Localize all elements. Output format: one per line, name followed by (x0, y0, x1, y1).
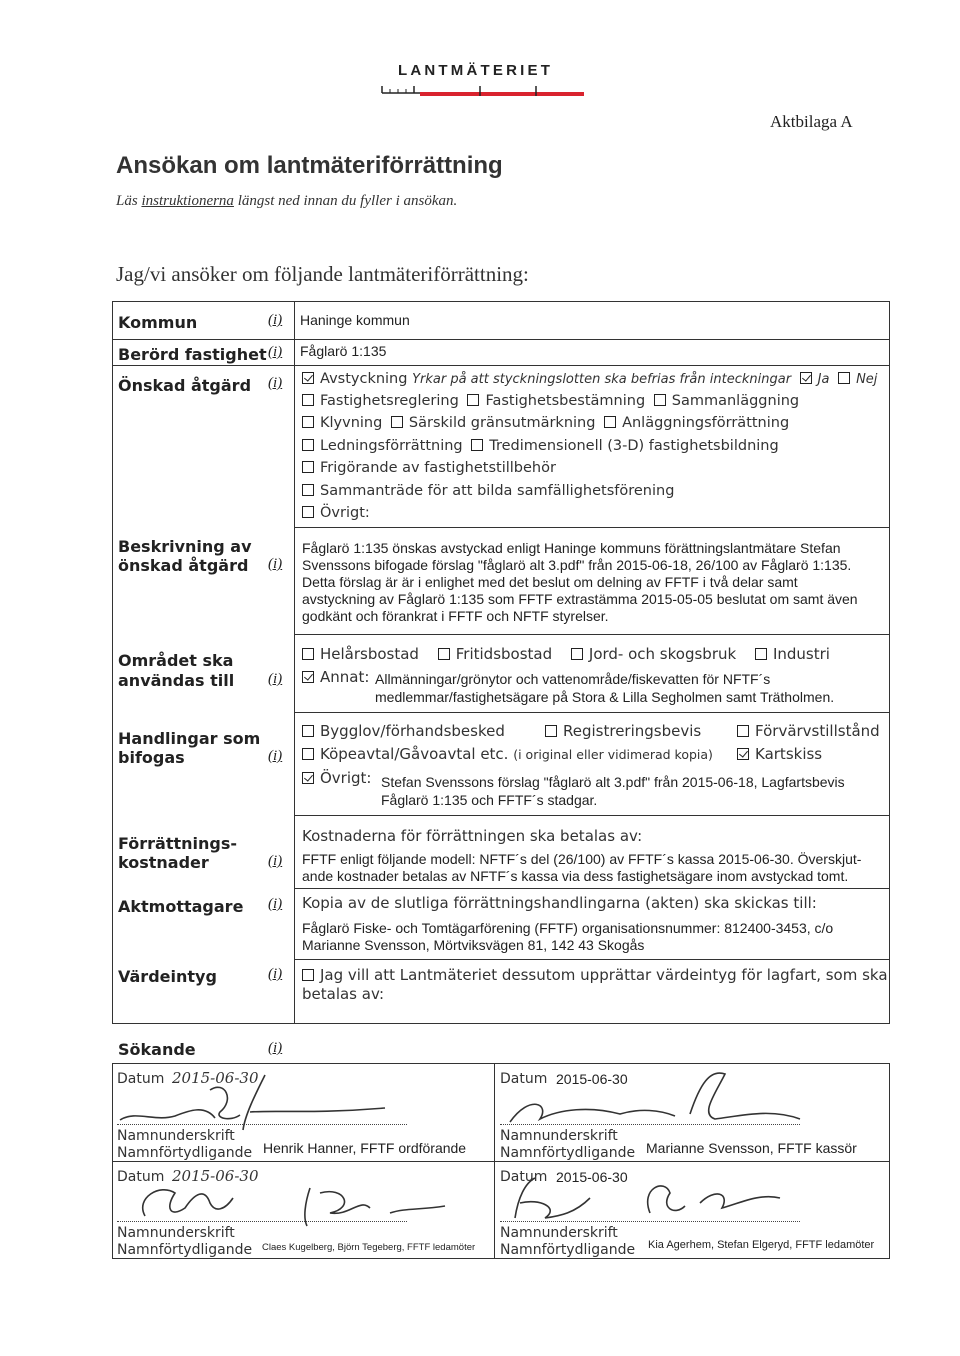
checkbox-industri[interactable] (755, 648, 767, 660)
handlingar-forvarv (737, 722, 880, 740)
sig3-namnunderskrift-label: Namnunderskrift (117, 1225, 235, 1241)
intro-text: Jag/vi ansöker om följande lantmäteriförrättning: (116, 262, 529, 286)
checkbox-sammantrade[interactable] (302, 484, 314, 496)
avstyckning-note: Yrkar på att styckningslotten ska befrias från inteckningar (412, 372, 792, 387)
checkbox-kartskiss[interactable] (737, 748, 749, 760)
option-label: Avstyckning (320, 371, 408, 387)
handlingar-ovrigt-value-1[interactable]: Stefan Svenssons förslag "fåglarö alt 3.pdf" från 2015-06-18, Lagfartsbevis (381, 774, 845, 790)
checkbox-sarskild[interactable] (391, 416, 403, 428)
option-label: Jord- och skogsbruk (588, 645, 737, 663)
checkbox-registrering[interactable] (545, 725, 557, 737)
handlingar-ovrigt-value-2[interactable]: Fåglarö 1:135 och FFTF´s stadgar. (381, 792, 598, 808)
kostnader-label-1: Förrättnings- (118, 834, 238, 853)
row-divider (294, 634, 890, 635)
sig4-namnunderskrift-label: Namnunderskrift (500, 1225, 618, 1241)
form-border-left (112, 301, 113, 1024)
signature-1-graphic[interactable] (115, 1070, 395, 1132)
option-label: Särskild gränsutmärkning (408, 415, 596, 431)
info-icon[interactable]: (i) (268, 853, 283, 869)
kostnader-value-1[interactable]: FFTF enligt följande modell: NFTF´s del (26/100) av FFTF´s kassa 2015-06-30. Överskjut- (302, 851, 862, 867)
row-divider (294, 959, 890, 960)
sig2-date[interactable]: 2015-06-30 (556, 1071, 628, 1087)
handlingar-registrering (545, 722, 701, 740)
instruction-post: längst ned innan du fyller i ansökan. (233, 193, 458, 209)
option-label: Fastighetsreglering (320, 393, 459, 409)
sig4-name[interactable]: Kia Agerhem, Stefan Elgeryd, FFTF ledamöter (648, 1239, 875, 1251)
atgard-row-4 (302, 438, 779, 454)
sig1-name[interactable]: Henrik Hanner, FFTF ordförande (263, 1140, 467, 1156)
vardeintyg-line-2: betalas av: (302, 985, 385, 1003)
checkbox-kopeavtal[interactable] (302, 748, 314, 760)
aktmottagare-value-1[interactable]: Fåglarö Fiske- och Tomtägarförening (FFTF) organisationsnummer: 812400-3453, c/o (302, 920, 834, 936)
option-label: Köpeavtal/Gåvoavtal etc. (320, 745, 509, 763)
option-label: Frigörande av fastighetstillbehör (320, 460, 556, 476)
checkbox-fastighetsbestamning[interactable] (467, 394, 479, 406)
beskrivning-label-2: önskad åtgärd (118, 556, 249, 575)
handlingar-kartskiss (737, 745, 822, 763)
form-border-bottom (112, 1023, 890, 1024)
form-border-top (112, 301, 890, 302)
info-icon[interactable]: (i) (268, 344, 283, 360)
text-line: Fåglarö 1:135 önskas avstyckad enligt Haninge kommuns förättningslantmätare Stefan (302, 540, 841, 556)
beskrivning-text[interactable] (302, 540, 886, 625)
nej-label: Nej (856, 372, 878, 387)
omradet-row-1 (302, 645, 830, 663)
fastighet-value[interactable]: Fåglarö 1:135 (300, 343, 387, 359)
signature-3-graphic[interactable] (115, 1168, 455, 1230)
atgard-row-3 (302, 415, 789, 431)
kostnader-heading: Kostnaderna för förrättningen ska betalas av: (302, 827, 643, 845)
checkbox-nej[interactable] (838, 372, 850, 384)
option-label: Bygglov/förhandsbesked (320, 722, 505, 740)
omradet-row-2 (302, 668, 369, 686)
sokande-label: Sökande (118, 1040, 196, 1059)
sig1-date[interactable]: 2015-06-30 (172, 1069, 259, 1087)
vardeintyg-row (302, 966, 888, 984)
beskrivning-label-1: Beskrivning av (118, 537, 252, 556)
option-label: Övrigt: (320, 769, 372, 787)
text-line: Svenssons bifogade förslag "fåglarö alt 3.pdf" från 2015-06-18, 26/100 av Fåglarö 1:135. (302, 557, 852, 573)
checkbox-handlingar-ovrigt[interactable] (302, 772, 314, 784)
option-label: Tredimensionell (3-D) fastighetsbildning (489, 438, 779, 454)
kostnader-label-2: kostnader (118, 853, 209, 872)
option-label: Övrigt: (320, 505, 370, 521)
page-title: Ansökan om lantmäteriförrättning (116, 152, 503, 179)
sig1-datum-label: Datum (117, 1071, 165, 1087)
option-label: Jag vill att Lantmäteriet dessutom upprättar värdeintyg för lagfart, som ska (320, 966, 888, 984)
text-line: godkänt och förankrat i FFTF och NFTF styrelser. (302, 608, 609, 624)
omradet-label-2: användas till (118, 671, 235, 690)
kopeavtal-note: (i original eller vidimerad kopia) (513, 747, 713, 762)
option-label: Sammanläggning (671, 393, 800, 409)
checkbox-bygglov[interactable] (302, 725, 314, 737)
checkbox-fritidsbostad[interactable] (438, 648, 450, 660)
row-divider (294, 712, 890, 713)
signature-4-graphic[interactable] (500, 1168, 820, 1230)
handlingar-row-3 (302, 769, 371, 787)
instruction-pre: Läs (116, 193, 142, 209)
checkbox-frigorande[interactable] (302, 461, 314, 473)
sig3-datum-label: Datum (117, 1169, 165, 1185)
checkbox-sammanlaggning[interactable] (654, 394, 666, 406)
checkbox-ja[interactable] (800, 372, 812, 384)
checkbox-checked[interactable] (302, 372, 314, 384)
row-divider (294, 888, 890, 889)
option-label: Registreringsbevis (563, 722, 702, 740)
ja-label: Ja (817, 372, 830, 387)
option-label: Förvärvstillstånd (755, 722, 880, 740)
sig1-namnunderskrift-label: Namnunderskrift (117, 1128, 235, 1144)
option-avstyckning[interactable] (302, 371, 877, 387)
kommun-value[interactable]: Haninge kommun (300, 312, 410, 328)
sig4-datum-label: Datum (500, 1169, 548, 1185)
instructions-link[interactable]: instruktionerna (141, 193, 234, 209)
aktmottagare-value-2[interactable]: Marianne Svensson, Mörtviksvägen 81, 142 43 Skogås (302, 937, 645, 953)
row-divider (294, 815, 890, 816)
checkbox-annat[interactable] (302, 671, 314, 683)
atgard-row-7 (302, 505, 370, 521)
handlingar-row-1 (302, 722, 505, 740)
checkbox-klyvning[interactable] (302, 416, 314, 428)
aktmottagare-label: Aktmottagare (118, 897, 244, 916)
row-divider (112, 365, 890, 366)
sig3-date[interactable]: 2015-06-30 (172, 1167, 259, 1185)
option-label: Klyvning (320, 415, 383, 431)
checkbox-fastighetsreglering[interactable] (302, 394, 314, 406)
info-icon[interactable]: (i) (268, 375, 283, 391)
aktmottagare-heading: Kopia av de slutliga förrättningshandlingarna (akten) ska skickas till: (302, 894, 817, 912)
annat-value-2[interactable]: medlemmar/fastighetsägare på Stora & Lilla Segholmen samt Trätholmen. (375, 689, 835, 705)
option-label: Kartskiss (755, 745, 823, 763)
omradet-label-1: Området ska (118, 651, 234, 670)
logo-graphic (380, 84, 586, 98)
row-divider (112, 339, 890, 340)
sig3-namnfortydligande-label: Namnförtydligande (117, 1242, 253, 1258)
info-icon[interactable]: (i) (268, 556, 283, 572)
kommun-label: Kommun (118, 313, 198, 332)
sig2-datum-label: Datum (500, 1071, 548, 1087)
option-label: Industri (772, 645, 830, 663)
checkbox-jord-skog[interactable] (571, 648, 583, 660)
kostnader-value-2[interactable]: ande kostnader betalas av NFTF´s kassa via dess fastighetsägare inom avstyckad tomt. (302, 868, 849, 884)
handlingar-label-2: bifogas (118, 748, 185, 767)
sig-row-divider (112, 1161, 890, 1162)
checkbox-vardeintyg[interactable] (302, 969, 314, 981)
atgard-row-6 (302, 483, 674, 499)
atgard-row-5 (302, 460, 556, 476)
sig2-name[interactable]: Marianne Svensson, FFTF kassör (646, 1140, 857, 1156)
checkbox-ledning[interactable] (302, 439, 314, 451)
option-label: Helårsbostad (320, 645, 419, 663)
sig1-namnfortydligande-label: Namnförtydligande (117, 1145, 253, 1161)
sig2-namnfortydligande-label: Namnförtydligande (500, 1145, 636, 1161)
sig-border-bottom (112, 1258, 890, 1259)
info-icon[interactable]: (i) (268, 312, 283, 328)
checkbox-ovrigt[interactable] (302, 506, 314, 518)
info-icon[interactable]: (i) (268, 1040, 283, 1056)
checkbox-tredim[interactable] (471, 439, 483, 451)
signature-2-graphic[interactable] (500, 1064, 820, 1132)
annat-value-1[interactable]: Allmänningar/grönytor och vattenområde/fiskevatten för NFTF´s (375, 671, 771, 687)
sig3-name[interactable]: Claes Kugelberg, Björn Tegeberg, FFTF ledamöter (262, 1242, 476, 1253)
option-label: Sammanträde för att bilda samfällighetsförening (320, 483, 675, 499)
checkbox-helarsbostad[interactable] (302, 648, 314, 660)
form-border-right (889, 301, 890, 1024)
row-divider (294, 527, 890, 528)
info-icon[interactable]: (i) (268, 966, 283, 982)
sig2-namnunderskrift-label: Namnunderskrift (500, 1128, 618, 1144)
handlingar-label-1: Handlingar som (118, 729, 261, 748)
instruction-text (116, 193, 457, 210)
text-line: Detta förslag är är i enlighet med det beslut om delning av FFTF i två delar samt (302, 574, 798, 590)
info-icon[interactable]: (i) (268, 748, 283, 764)
checkbox-anlaggning[interactable] (604, 416, 616, 428)
info-icon[interactable]: (i) (268, 671, 283, 687)
sig4-date[interactable]: 2015-06-30 (556, 1169, 628, 1185)
fastighet-label: Berörd fastighet (118, 345, 267, 364)
option-label: Fastighetsbestämning (485, 393, 646, 409)
text-line: avstyckning av Fåglarö 1:135 som FFTF extrastämma 2015-05-05 beslutat om samt även (302, 591, 858, 607)
option-label: Annat: (320, 668, 370, 686)
atgard-label: Önskad åtgärd (118, 376, 252, 395)
option-label: Fritidsbostad (455, 645, 553, 663)
atgard-row-2 (302, 393, 799, 409)
checkbox-forvarv[interactable] (737, 725, 749, 737)
handlingar-row-2 (302, 745, 713, 763)
option-label: Ledningsförrättning (320, 438, 463, 454)
vardeintyg-label: Värdeintyg (118, 967, 217, 986)
logo-text: LANTMÄTERIET (398, 62, 554, 79)
option-label: Anläggningsförrättning (622, 415, 790, 431)
aktbilaga: Aktbilaga A (770, 112, 853, 131)
info-icon[interactable]: (i) (268, 896, 283, 912)
sig4-namnfortydligande-label: Namnförtydligande (500, 1242, 636, 1258)
form-column-divider (294, 301, 295, 1024)
